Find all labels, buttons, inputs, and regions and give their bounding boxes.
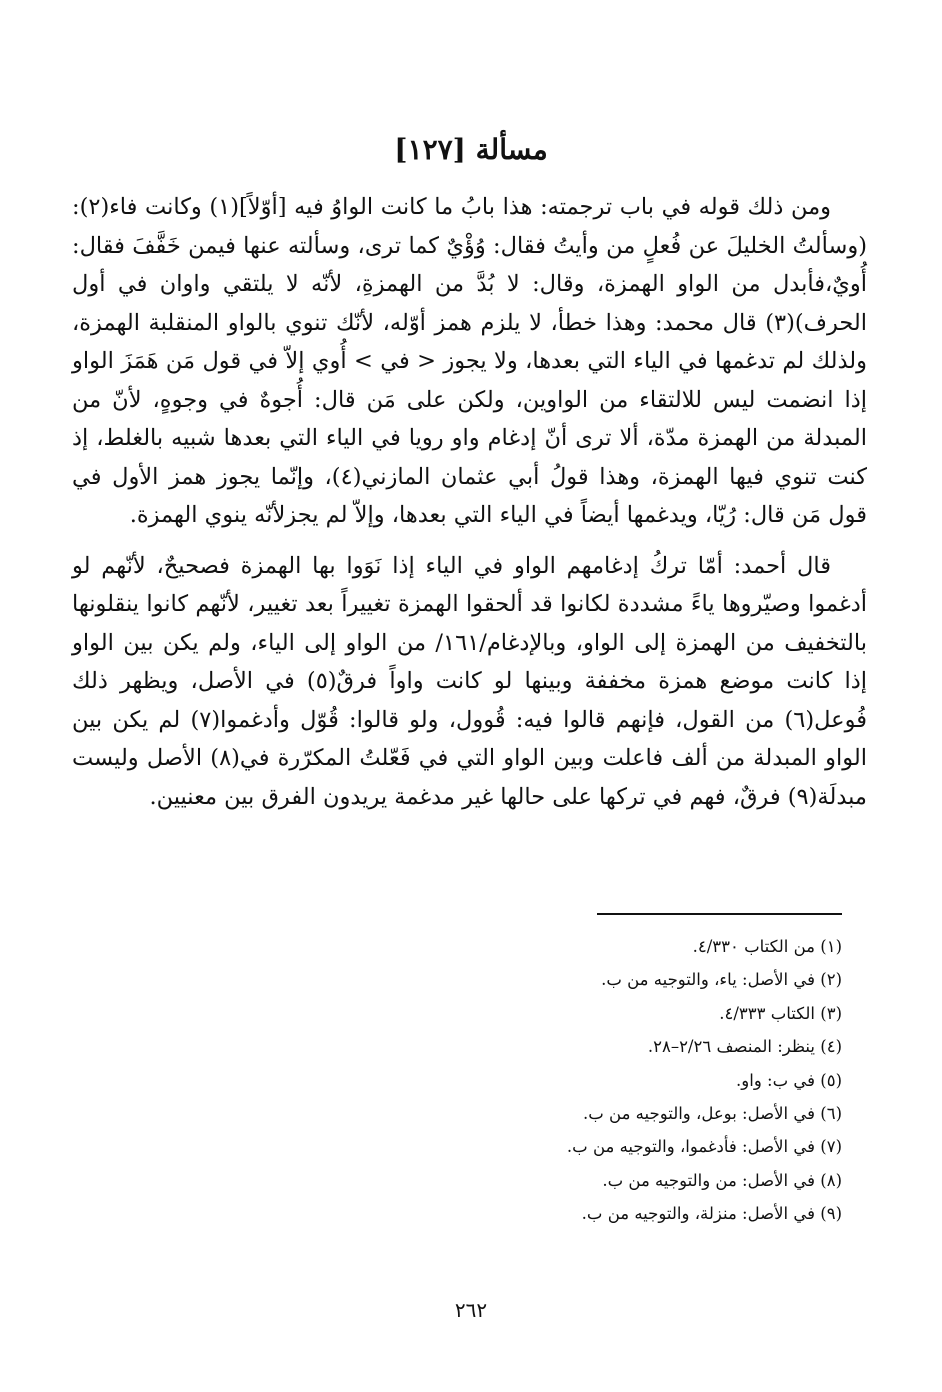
footnote-2: (٢) في الأصل: ياء، والتوجيه من ب. <box>601 970 842 990</box>
footnote-9: (٩) في الأصل: منزلة، والتوجيه من ب. <box>581 1204 842 1224</box>
footnote-divider <box>597 913 842 915</box>
footnote-1: (١) من الكتاب ٤/٣٣٠. <box>692 937 842 956</box>
footnote-8: (٨) في الأصل: من والتوجيه من ب. <box>602 1170 842 1190</box>
paragraph-2: قال أحمد: أمّا تركُ إدغامهم الواو في الياء إذا نَوَوا بها الهمزة فصحيحٌ، لأنّهم لو أدغموا وصيّروها ياءً مشددة لكانوا قد ألحقوا الهمزة تغييراً بعد تغيير، لأنّهم كانوا ينقلونها بالتخفيف من الهمزة إلى الواو، وبالإدغام/١٦١/ من الواو إلى الياء، ولم يكن بين الواو إذا كانت موضع همزة مخففة وبينها لو كانت واواً فرقٌ(٥) في الأصل، ويظهر ذلك فُوعل(٦) من القول، فإنهم قالوا فيه: قُوول، ولو قالوا: قُوّل وأدغموا(٧) لم يكن بين الواو المبدلة من ألف فاعلت وبين الواو التي في فَعّلتُ المكرّرة في(٨) الأصل وليست مبدلَة(٩) فرقٌ، فهم في تركها على حالها غير مدغمة يريدون الفرق بين معنيين. <box>72 552 867 810</box>
footnote-6: (٦) في الأصل: بوعل، والتوجيه من ب. <box>583 1104 842 1124</box>
footnotes <box>342 930 842 1231</box>
footnote-4: (٤) ينظر: المنصف ٢/٢٦–٢٨. <box>647 1037 842 1057</box>
footnote-5: (٥) في ب: واو. <box>736 1070 842 1090</box>
footnote-3: (٣) الكتاب ٤/٣٣٣. <box>719 1003 842 1023</box>
paragraph-1: ومن ذلك قوله في باب ترجمته: هذا بابُ ما كانت الواوُ فيه [أوّلاً](١) وكانت فاء(٢): (وسألتُ الخليلَ عن فُعلٍ من وأيتُ فقال: وُؤْيٌ كما ترى، وسألته عنها فيمن خَفَّفَ فقال: أُويٌ،فأبدل من الواو الهمزة، وقال: لا بُدَّ من الهمزةِ، لأنّه لا يلتقي واوان في أول الحرف)(٣) قال محمد: وهذا خطأ، لا يلزم همز أوّله، لأنّك تنوي بالواو المنقلبة الهمزة، ولذلك لم تدغمها في الياء التي بعدها، ولا يجوز < في > أُوي إلاّ في قول مَن هَمَزَ الواو إذا انضمت ليس للالتقاء من الواوين، ولكن على مَن قال: أُجوهٌ في وجوهٍ، لأنّ من المبدلة من الهمزة مدّة، ألا ترى أنّ إدغام واو رويا في الياء التي بعدها شبيه بالغلط، إذ كنت تنوي فيها الهمزة، وهذا قولُ أبي عثمان المازني(٤)، وإنّما يجوز همز الأول في قول مَن قال: رُيّا، ويدغمها أيضاً في الياء التي بعدها، وإلاّ لم يجزلأنّه ينوي الهمزة. <box>72 194 867 528</box>
page-number: ٢٦٢ <box>454 1298 488 1322</box>
footnote-7: (٧) في الأصل: فأدغموا، والتوجيه من ب. <box>566 1137 842 1157</box>
page-title: مسألة [١٢٧] <box>394 133 548 166</box>
main-text <box>72 188 867 816</box>
